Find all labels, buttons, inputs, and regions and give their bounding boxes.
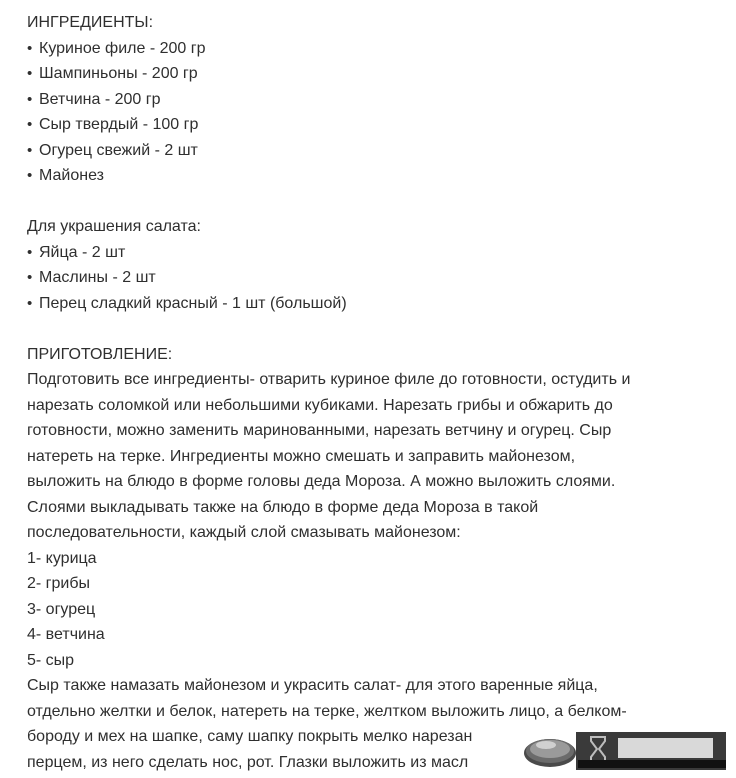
overlay-bar — [578, 760, 726, 768]
disc-icon — [522, 729, 578, 773]
preparation-line: Сыр также намазать майонезом и украсить салат- для этого варенные яйца, — [27, 677, 598, 694]
spacer — [27, 189, 716, 215]
preparation-line: Слоями выкладывать также на блюдо в форме деда Мороза в такой — [27, 498, 539, 516]
spacer — [27, 316, 716, 342]
preparation-line: последовательности, каждый слой смазывать майонезом: — [27, 524, 461, 541]
recipe-document — [27, 10, 716, 775]
ingredient-item: • Сыр твердый - 100 гр — [27, 112, 716, 138]
preparation-step: 4- ветчина — [27, 626, 105, 643]
preparation-line: выложить на блюдо в форме головы деда Мороза. А можно выложить слоями. — [27, 473, 616, 490]
preparation-step: 1- курица — [27, 549, 97, 567]
preparation-step: 3- огурец — [27, 600, 96, 618]
preparation-step: 5- сыр — [27, 651, 75, 669]
hourglass-icon — [588, 735, 608, 763]
ingredients-heading: ИНГРЕДИЕНТЫ: — [27, 14, 154, 31]
preparation-line: нарезать соломкой или небольшими кубиками. Нарезать грибы и обжарить до — [27, 396, 613, 414]
preparation-line: бороду и мех на шапке, саму шапку покрыть мелко нарезан — [27, 728, 473, 745]
preparation-line: отдельно желтки и белок, натереть на терке, желтком выложить лицо, а белком- — [27, 702, 627, 720]
ingredient-item: • Огурец свежий - 2 шт — [27, 138, 716, 164]
overlay-highlight — [618, 738, 713, 758]
ingredient-item: • Шампиньоны - 200 гр — [27, 61, 716, 87]
preparation-line: натереть на терке. Ингредиенты можно смешать и заправить майонезом, — [27, 447, 576, 465]
preparation-line: Подготовить все ингредиенты- отварить куриное филе до готовности, остудить и — [27, 371, 631, 388]
preparation-heading: ПРИГОТОВЛЕНИЕ: — [27, 345, 173, 363]
ingredient-item: • Куриное филе - 200 гр — [27, 36, 716, 62]
loading-overlay — [516, 725, 736, 778]
decoration-item: • Маслины - 2 шт — [27, 265, 716, 291]
ingredient-item: • Майонез — [27, 163, 716, 189]
preparation-line: готовности, можно заменить маринованными, нарезать ветчину и огурец. Сыр — [27, 422, 612, 439]
decoration-item: • Перец сладкий красный - 1 шт (большой) — [27, 291, 716, 317]
ingredient-item: • Ветчина - 200 гр — [27, 87, 716, 113]
preparation-step: 2- грибы — [27, 575, 91, 592]
decoration-item: • Яйца - 2 шт — [27, 240, 716, 266]
decoration-heading: Для украшения салата: — [27, 218, 201, 235]
preparation-line: перцем, из него сделать нос, рот. Глазки выложить из масл — [27, 753, 469, 771]
